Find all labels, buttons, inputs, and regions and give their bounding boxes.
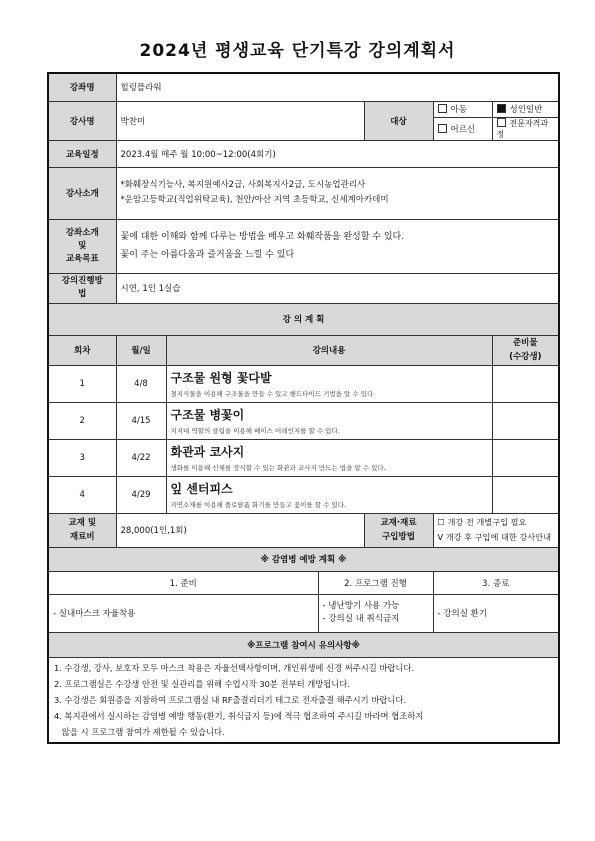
intro-label: 강사소개 xyxy=(48,167,116,219)
session-date: 4/22 xyxy=(116,439,166,476)
checkbox-icon[interactable] xyxy=(438,124,447,133)
prevention-title: ※ 감염병 예방 계획 ※ xyxy=(48,547,559,571)
purchase-method-value xyxy=(433,513,559,547)
notes-list xyxy=(48,657,559,743)
session-title: 화관과 코사지 xyxy=(170,445,245,459)
session-content xyxy=(166,365,492,402)
intro-value: *화훼장식기능사, 복지원예사2급, 사회복지사2급, 도시농업관리사 *운암고등학교(직업위탁교육), 천안/아산 지역 초등학교, 신세계아카데미 xyxy=(116,167,559,219)
course-name-value: 힐링플라워 xyxy=(116,73,559,101)
session-title: 구조물 병꽃이 xyxy=(170,408,245,422)
checkbox-checked-icon[interactable] xyxy=(497,104,506,113)
target-option[interactable]: 어르신 xyxy=(433,117,492,140)
notes-title: ※프로그램 참여시 유의사항※ xyxy=(48,632,559,657)
list-item: 않을 시 프로그램 참여가 제한될 수 있습니다. xyxy=(54,726,225,737)
session-prep xyxy=(492,476,559,513)
table-row xyxy=(48,476,559,513)
list-item: 1. 수강생, 강사, 보호자 모두 마스크 착용은 자율선택사항이며, 개인위생에 신경 써주시길 바랍니다. xyxy=(54,662,415,673)
prevention-items: - 냉난방기 사용 가능 - 강의실 내 취식금지 xyxy=(318,594,433,632)
prep-header: 준비물 (수강생) xyxy=(492,335,559,365)
content-header: 강의내용 xyxy=(166,335,492,365)
session-number: 3 xyxy=(48,439,116,476)
session-desc: 지지대 역할의 클립을 이용해 베이스 어레인지를 할 수 있다. xyxy=(170,427,340,435)
target-option[interactable]: 아동 xyxy=(433,101,492,117)
session-date: 4/29 xyxy=(116,476,166,513)
session-date: 4/8 xyxy=(116,365,166,402)
goal-value: 꽃에 대한 이해와 함께 다루는 방법을 배우고 화훼작품을 완성할 수 있다. 꽃이 주는 아름다움과 즐거움을 느낄 수 있다 xyxy=(116,219,559,273)
schedule-value: 2023.4월 매주 월 10:00~12:00(4회기) xyxy=(116,140,559,167)
session-desc: 자연소재를 이용해 플로랄폼 화기를 만들고 꽃이를 할 수 있다. xyxy=(170,501,347,509)
instructor-label: 강사명 xyxy=(48,101,116,140)
plan-title: 강 의 계 획 xyxy=(48,303,559,335)
prevention-items: - 강의실 환기 xyxy=(433,594,559,632)
session-content xyxy=(166,402,492,439)
document-title: 2024년 평생교육 단기특강 강의계획서 xyxy=(139,41,456,61)
session-prep xyxy=(492,439,559,476)
method-label: 강의진행방 법 xyxy=(48,273,116,303)
session-content xyxy=(166,439,492,476)
course-name-label: 강좌명 xyxy=(48,73,116,101)
purchase-method-label: 교재·재료 구입방법 xyxy=(364,513,433,547)
purchase-option[interactable]: ☐ 개강 전 개별구입 필요 xyxy=(437,517,527,527)
session-prep xyxy=(492,365,559,402)
checkbox-icon[interactable] xyxy=(497,118,506,127)
table-row xyxy=(48,439,559,476)
prevention-col-header: 2. 프로그램 진행 xyxy=(318,571,433,594)
instructor-value: 박찬미 xyxy=(116,101,364,140)
session-header: 회차 xyxy=(48,335,116,365)
session-number: 1 xyxy=(48,365,116,402)
prevention-col-header: 1. 준비 xyxy=(48,571,318,594)
list-item: 3. 수강생은 회원증을 지참하여 프로그램실 내 RF출결리더기 테그로 전자출결 해주시기 바랍니다. xyxy=(54,694,407,705)
session-title: 잎 센터피스 xyxy=(170,482,233,496)
check-mark-icon[interactable]: V xyxy=(437,532,444,542)
session-desc: 생화를 이용해 신체를 장식할 수 있는 화관과 코사지 만드는 법을 알 수 있다. xyxy=(170,464,386,472)
table-row xyxy=(48,402,559,439)
schedule-label: 교육일정 xyxy=(48,140,116,167)
target-label: 대상 xyxy=(364,101,433,140)
table-row xyxy=(48,365,559,402)
fee-value: 28,000(1인,1회) xyxy=(116,513,364,547)
session-title: 구조물 원형 꽃다발 xyxy=(170,371,272,385)
checkbox-icon[interactable] xyxy=(438,104,447,113)
session-number: 2 xyxy=(48,402,116,439)
goal-label: 강좌소개 및 교육목표 xyxy=(48,219,116,273)
lecture-plan-form xyxy=(47,72,558,744)
session-content xyxy=(166,476,492,513)
prevention-col-header: 3. 종료 xyxy=(433,571,559,594)
list-item: 4. 복지관에서 실시하는 감염병 예방 행동(환기, 취식금지 등)에 적극 협조하여 주시길 바라며 협조하지 xyxy=(54,710,424,721)
list-item: 2. 프로그램실은 수강생 안전 및 실관리를 위해 수업시작 30분 전부터 개방됩니다. xyxy=(54,678,350,689)
date-header: 월/일 xyxy=(116,335,166,365)
target-option[interactable]: 성인일반 xyxy=(492,101,559,117)
method-value: 시연, 1인 1실습 xyxy=(116,273,559,303)
target-option[interactable]: 전문자격과정 xyxy=(492,117,559,140)
checkbox-icon[interactable]: ☐ xyxy=(437,517,445,527)
session-prep xyxy=(492,402,559,439)
lecture-plan-table xyxy=(47,72,560,744)
session-number: 4 xyxy=(48,476,116,513)
session-desc: 철지식물을 이용해 구조물을 만들 수 있고 핸드타이드 기법을 알 수 있다 xyxy=(170,390,374,398)
session-date: 4/15 xyxy=(116,402,166,439)
fee-label: 교재 및 재료비 xyxy=(48,513,116,547)
purchase-option[interactable]: V 개강 후 구입에 대한 강사안내 xyxy=(437,532,552,542)
prevention-items: - 실내마스크 자율착용 xyxy=(48,594,318,632)
